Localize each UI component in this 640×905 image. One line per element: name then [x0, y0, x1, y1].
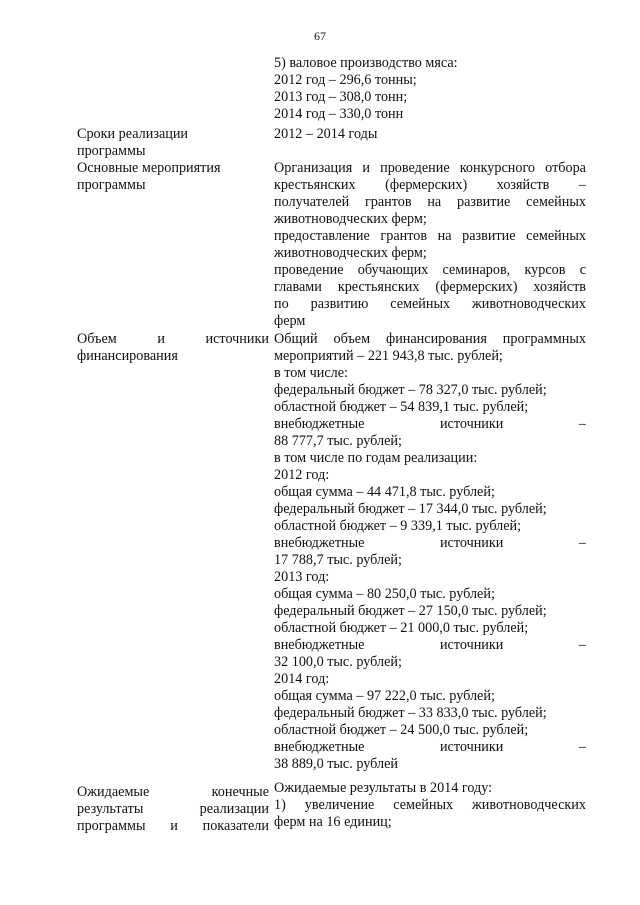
row-value-line: животноводческих ферм;: [274, 211, 427, 227]
row-value-line: Общий объем финансирования программных: [274, 331, 586, 347]
row-value-line: 2014 год:: [274, 671, 330, 687]
row-value-line: крестьянских (фермерских) хозяйств –: [274, 177, 586, 193]
row-value-line: внебюджетные источники –: [274, 739, 586, 755]
row-label-line: Основные мероприятия: [77, 160, 221, 176]
row-value-line: 2012 год – 296,6 тонны;: [274, 72, 417, 88]
row-value-line: 2012 – 2014 годы: [274, 126, 378, 142]
row-label-line: Объем и источники: [77, 331, 269, 347]
row-value-line: Ожидаемые результаты в 2014 году:: [274, 780, 493, 796]
row-label-line: программы: [77, 143, 146, 159]
row-value-line: федеральный бюджет – 17 344,0 тыс. рублей;: [274, 501, 547, 517]
row-value-line: мероприятий – 221 943,8 тыс. рублей;: [274, 348, 503, 364]
row-value-line: 1) увеличение семейных животноводческих: [274, 797, 586, 813]
row-label-line: программы: [77, 177, 146, 193]
row-value-line: 2014 год – 330,0 тонн: [274, 106, 404, 122]
row-value-line: получателей грантов на развитие семейных: [274, 194, 586, 210]
row-value-line: 2013 год:: [274, 569, 330, 585]
row-value-line: общая сумма – 44 471,8 тыс. рублей;: [274, 484, 495, 500]
row-value-line: 38 889,0 тыс. рублей: [274, 756, 398, 772]
row-label-line: Ожидаемые конечные: [77, 784, 269, 800]
row-value-line: федеральный бюджет – 27 150,0 тыс. рублей;: [274, 603, 547, 619]
row-value-line: общая сумма – 80 250,0 тыс. рублей;: [274, 586, 495, 602]
row-value-line: 5) валовое производство мяса:: [274, 55, 458, 71]
row-value-line: общая сумма – 97 222,0 тыс. рублей;: [274, 688, 495, 704]
row-label-line: Сроки реализации: [77, 126, 189, 142]
row-value-line: 32 100,0 тыс. рублей;: [274, 654, 402, 670]
row-value-line: внебюджетные источники –: [274, 416, 586, 432]
row-value-line: областной бюджет – 21 000,0 тыс. рублей;: [274, 620, 529, 636]
row-value-line: 17 788,7 тыс. рублей;: [274, 552, 402, 568]
row-value-line: 2013 год – 308,0 тонн;: [274, 89, 408, 105]
row-value-line: предоставление грантов на развитие семейных: [274, 228, 586, 244]
row-value-line: главами крестьянских (фермерских) хозяйств: [274, 279, 586, 295]
row-value-line: Организация и проведение конкурсного отбора: [274, 160, 586, 176]
row-value-line: внебюджетные источники –: [274, 637, 586, 653]
row-label-line: программы и показатели: [77, 818, 269, 834]
row-value-line: областной бюджет – 24 500,0 тыс. рублей;: [274, 722, 529, 738]
row-value-line: животноводческих ферм;: [274, 245, 427, 261]
row-value-line: ферм на 16 единиц;: [274, 814, 392, 830]
row-value-line: проведение обучающих семинаров, курсов с: [274, 262, 586, 278]
row-value-line: федеральный бюджет – 78 327,0 тыс. рублей;: [274, 382, 547, 398]
page-number: 67: [314, 29, 326, 43]
row-value-line: областной бюджет – 54 839,1 тыс. рублей;: [274, 399, 529, 415]
row-value-line: в том числе по годам реализации:: [274, 450, 478, 466]
row-label-line: финансирования: [77, 348, 178, 364]
row-value-line: федеральный бюджет – 33 833,0 тыс. рублей;: [274, 705, 547, 721]
row-value-line: областной бюджет – 9 339,1 тыс. рублей;: [274, 518, 522, 534]
row-label-line: результаты реализации: [77, 801, 269, 817]
row-value-line: 2012 год:: [274, 467, 330, 483]
row-value-line: по развитию семейных животноводческих: [274, 296, 586, 312]
row-value-line: внебюджетные источники –: [274, 535, 586, 551]
row-value-line: в том числе:: [274, 365, 348, 381]
row-value-line: 88 777,7 тыс. рублей;: [274, 433, 402, 449]
row-value-line: ферм: [274, 313, 306, 329]
